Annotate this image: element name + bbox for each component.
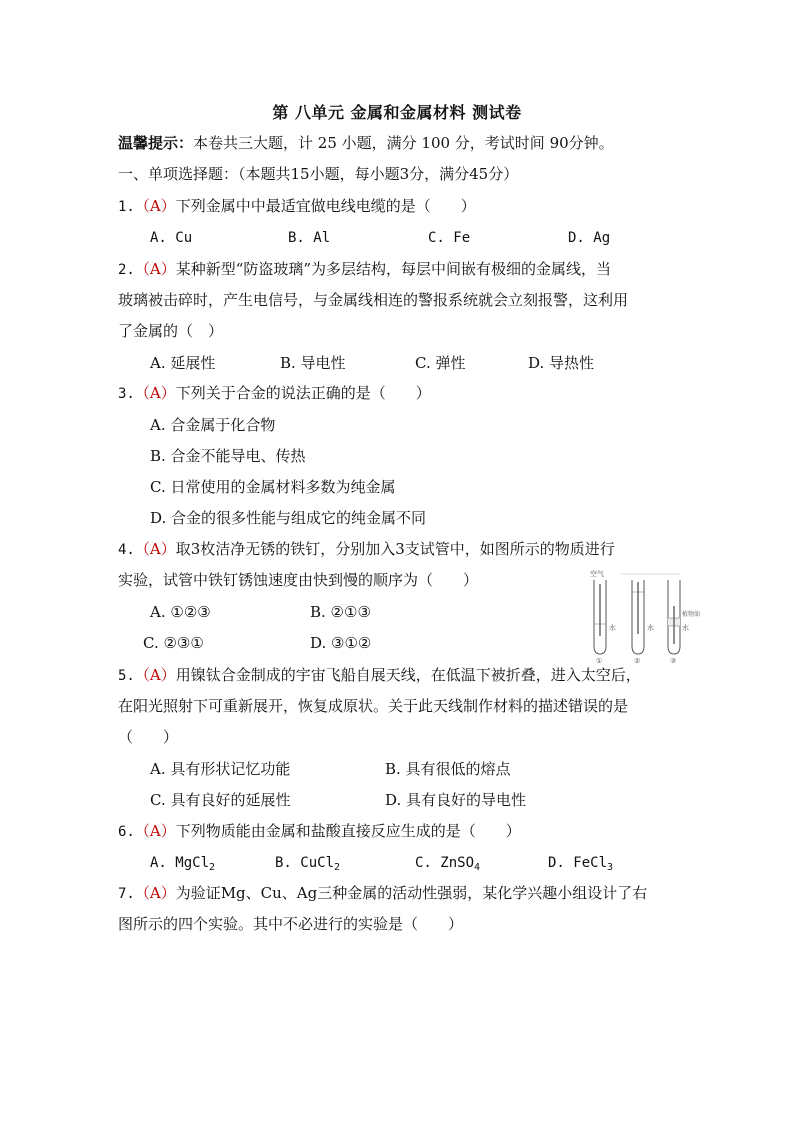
q1-option-c: C. Fe xyxy=(428,230,471,246)
question-level-tag: （A） xyxy=(134,884,176,902)
question-level-tag: （A） xyxy=(134,666,176,684)
question-level-tag: （A） xyxy=(134,384,176,402)
question-stem: 下列金属中中最适宜做电线电缆的是（ ） xyxy=(175,197,476,215)
question-stem: 下列物质能由金属和盐酸直接反应生成的是（ ） xyxy=(175,822,521,840)
question-level-tag: （A） xyxy=(134,260,176,278)
q2-option-a: A. 延展性 xyxy=(150,354,216,372)
oil-label: 植物油 xyxy=(682,611,700,618)
q5-option-c: C. 具有良好的延展性 xyxy=(150,791,291,809)
tube-number-2: ② xyxy=(634,657,641,664)
q1-option-d: D. Ag xyxy=(568,230,611,246)
question-4 xyxy=(118,538,615,561)
question-2-line-3: 了金属的（ ） xyxy=(118,322,224,340)
water-label-1: 水 xyxy=(609,624,616,632)
q4-option-a: A. ①②③ xyxy=(150,603,211,621)
q4-option-d: D. ③①② xyxy=(310,634,372,652)
question-number: 6. xyxy=(118,824,135,840)
q3-option-c: C. 日常使用的金属材料多数为纯金属 xyxy=(150,478,396,496)
q3-option-d: D. 合金的很多性能与组成它的纯金属不同 xyxy=(150,509,427,527)
question-5-line-3: （ ） xyxy=(118,728,179,746)
question-stem: 用镍钛合金制成的宇宙飞船自展天线，在低温下被折叠，进入太空后， xyxy=(175,666,641,684)
tip-label: 温馨提示： xyxy=(118,134,194,152)
question-6 xyxy=(118,820,521,843)
q4-option-c: C. ②③① xyxy=(143,634,204,652)
q3-option-a: A. 合金属于化合物 xyxy=(150,416,276,434)
question-2 xyxy=(118,258,611,281)
q2-option-c: C. 弹性 xyxy=(415,354,466,372)
question-level-tag: （A） xyxy=(134,822,176,840)
water-label-3: 水 xyxy=(682,624,689,632)
q1-option-b: B. Al xyxy=(288,230,331,246)
q4-option-b: B. ②①③ xyxy=(310,603,371,621)
water-label-2: 水 xyxy=(647,624,654,632)
test-tube-figure xyxy=(580,566,700,664)
q2-option-b: B. 导电性 xyxy=(280,354,346,372)
test-tube-3 xyxy=(668,580,700,664)
q1-option-a: A. Cu xyxy=(150,230,193,246)
q5-option-a: A. 具有形状记忆功能 xyxy=(150,760,291,778)
air-label: 空气 xyxy=(590,570,604,578)
question-number: 2. xyxy=(118,262,135,278)
q3-option-b: B. 合金不能导电、传热 xyxy=(150,447,306,465)
question-number: 1. xyxy=(118,199,135,215)
tube-number-1: ① xyxy=(596,657,603,664)
question-4-line-2: 实验，试管中铁钉锈蚀速度由快到慢的顺序为（ ） xyxy=(118,571,479,589)
q6-option-d: D. FeCl$_3$ xyxy=(548,855,614,873)
question-stem: 下列关于合金的说法正确的是（ ） xyxy=(175,384,431,402)
question-level-tag: （A） xyxy=(134,540,176,558)
q2-option-d: D. 导热性 xyxy=(528,354,595,372)
question-stem: 为验证Mg、Cu、Ag三种金属的活动性强弱，某化学兴趣小组设计了右 xyxy=(175,884,648,902)
question-number: 7. xyxy=(118,886,135,902)
test-tube-1 xyxy=(590,569,616,664)
section-heading: 一、单项选择题：（本题共15小题，每小题3分，满分45分） xyxy=(118,165,519,183)
q6-option-a: A. MgCl$_2$ xyxy=(150,855,216,873)
question-7 xyxy=(118,882,647,905)
tip-line xyxy=(118,132,614,154)
question-1 xyxy=(118,195,476,218)
question-5 xyxy=(118,664,641,687)
question-number: 5. xyxy=(118,668,135,684)
q5-option-b: B. 具有很低的熔点 xyxy=(385,760,511,778)
question-stem: 取3枚洁净无锈的铁钉，分别加入3支试管中，如图所示的物质进行 xyxy=(175,540,615,558)
question-2-line-2: 玻璃被击碎时，产生电信号，与金属线相连的警报系统就会立刻报警，这利用 xyxy=(118,291,629,309)
tube-number-3: ③ xyxy=(670,657,677,664)
question-level-tag: （A） xyxy=(134,197,176,215)
question-number: 4. xyxy=(118,542,135,558)
question-number: 3. xyxy=(118,386,135,402)
question-stem: 某种新型“防盗玻璃”为多层结构，每层中间嵌有极细的金属线，当 xyxy=(175,260,612,278)
question-7-line-2: 图所示的四个实验。其中不必进行的实验是（ ） xyxy=(118,915,464,933)
tip-text: 本卷共三大题，计 25 小题，满分 100 分，考试时间 90分钟。 xyxy=(193,134,614,152)
question-3 xyxy=(118,382,431,405)
q6-option-b: B. CuCl$_2$ xyxy=(275,855,341,873)
q5-option-d: D. 具有良好的导电性 xyxy=(385,791,527,809)
q6-option-c: C. ZnSO$_4$ xyxy=(415,855,481,873)
page-title: 第 八单元 金属和金属材料 测试卷 xyxy=(272,103,522,122)
question-5-line-2: 在阳光照射下可重新展开，恢复成原状。关于此天线制作材料的描述错误的是 xyxy=(118,697,629,715)
